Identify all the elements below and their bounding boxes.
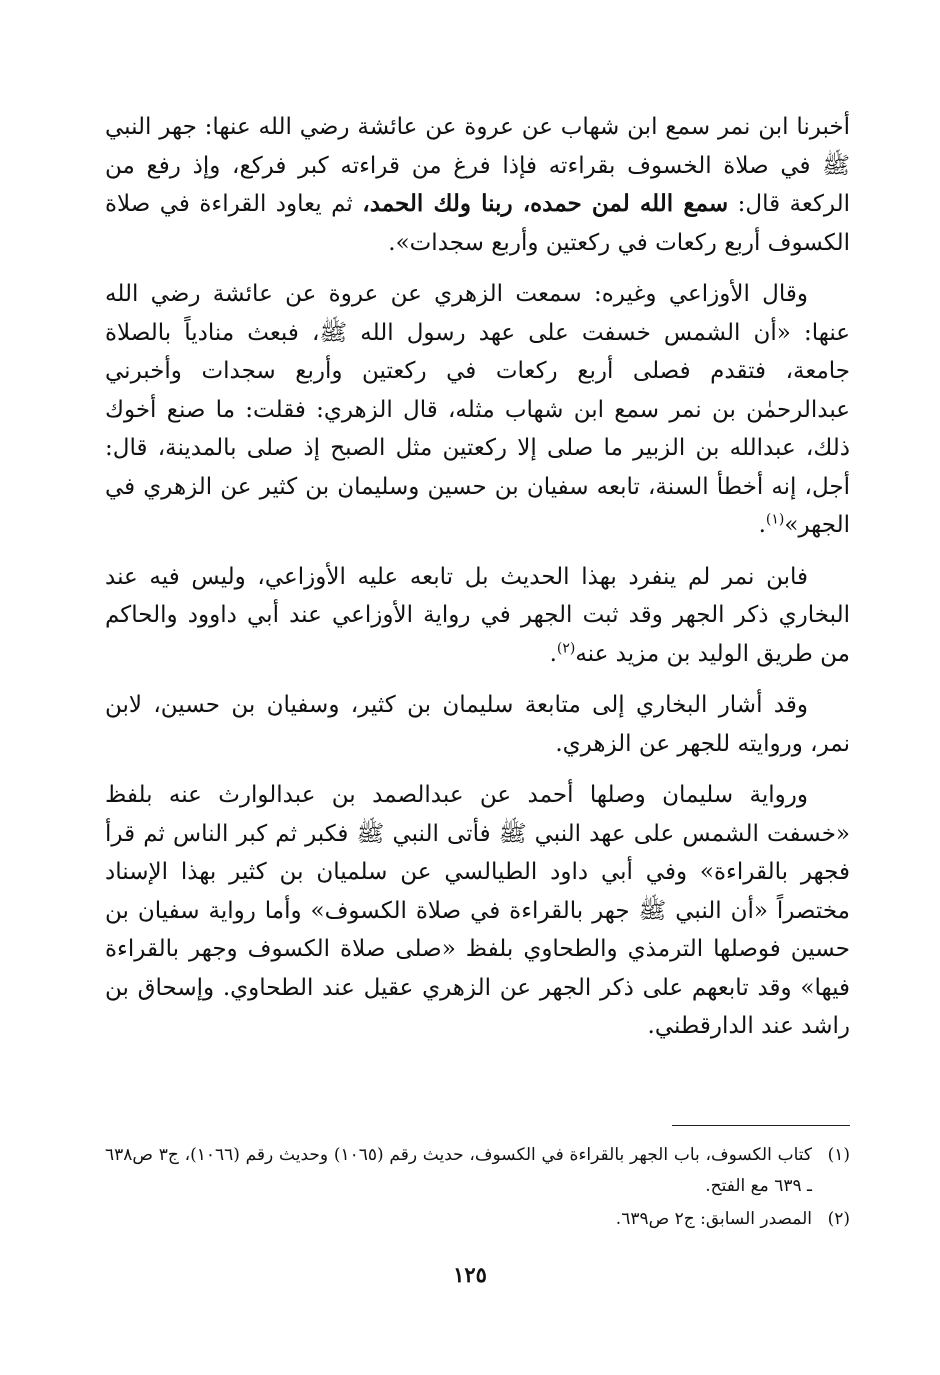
footnote-2-text: المصدر السابق: ج٢ ص٦٣٩. (615, 1209, 812, 1229)
footnote-2-number: (٢) (827, 1209, 850, 1229)
paragraph-2 (105, 275, 850, 545)
footnote-1-text: كتاب الكسوف، باب الجهر بالقراءة في الكسوف، حديث رقم (١٠٦٥) وحديث رقم (١٠٦٦)، ج٣ ص٦٣٨ ـ ٦٣٩ مع الفتح. (105, 1145, 812, 1196)
paragraph-1-text: أخبرنا ابن نمر سمع ابن شهاب عن عروة عن عائشة رضي الله عنها: جهر النبي ﷺ في صلاة الخسوف بقراءته فإذا فرغ من قراءته كبر فركع، وإذ رفع من الركعة قال: (105, 114, 850, 217)
paragraph-2-text: وقال الأوزاعي وغيره: سمعت الزهري عن عروة عن عائشة رضي الله عنها: «أن الشمس خسفت على عهد رسول الله ﷺ، فبعث منادياً بالصلاة جامعة، فتقدم فصلى أربع ركعات في ركعتين وأربع سجدات وأخبرني عبدالرحمٰن بن نمر سمع ابن شهاب مثله، قال الزهري: فقلت: ما صنع أخوك ذلك، عبدالله بن الزبير ما صلى إلا ركعتين مثل الصبح إذ صلى بالمدينة، قال: أجل، إنه أخطأ السنة، تابعه سفيان بن حسين وسليمان بن كثير عن الزهري في الجهر» (105, 281, 850, 538)
footnote-1-number: (١) (827, 1145, 850, 1165)
paragraph-5 (105, 776, 850, 1046)
page-number: ١٢٥ (453, 1262, 487, 1287)
paragraph-3-text-end: . (549, 640, 557, 667)
footnote-ref-2: (٢) (556, 639, 576, 656)
paragraph-4-text: وقد أشار البخاري إلى متابعة سليمان بن كثير، وسفيان بن حسين، لابن نمر، وروايته للجهر عن الزهري. (105, 692, 850, 757)
footnotes (105, 1140, 850, 1237)
footnote-separator (672, 1125, 850, 1126)
paragraph-1-text-end: ثم يعاود القراءة في صلاة الكسوف أربع ركعات في ركعتين وأربع سجدات». (105, 191, 850, 256)
paragraph-2-text-end: . (758, 512, 766, 538)
paragraph-3 (105, 558, 850, 674)
paragraph-1-bold-phrase: سمع الله لمن حمده، ربنا ولك الحمد، (362, 190, 729, 217)
footnote-ref-1: (١) (765, 511, 785, 528)
paragraph-3-text: فابن نمر لم ينفرد بهذا الحديث بل تابعه عليه الأوزاعي، وليس فيه عند البخاري ذكر الجهر وقد ثبت الجهر في رواية الأوزاعي عند أبي داوود والحاكم من طريق الوليد بن مزيد عنه (105, 563, 850, 667)
footnote-1 (105, 1140, 850, 1202)
main-text (105, 108, 850, 1059)
paragraph-1 (105, 108, 850, 262)
footnote-2 (105, 1204, 850, 1235)
paragraph-5-text: ورواية سليمان وصلها أحمد عن عبدالصمد بن عبدالوارث عنه بلفظ «خسفت الشمس على عهد النبي ﷺ فأتى النبي ﷺ فكبر ثم كبر الناس ثم قرأ فجهر بالقراءة» وفي أبي داود الطيالسي عن سلميان بن كثير بهذا الإسناد مختصراً «أن النبي ﷺ جهر بالقراءة في صلاة الكسوف» وأما رواية سفيان بن حسين فوصلها الترمذي والطحاوي بلفظ «صلى صلاة الكسوف وجهر بالقراءة فيها» وقد تابعهم على ذكر الجهر عن الزهري عقيل عند الطحاوي. وإسحاق بن راشد عند الدارقطني. (105, 782, 850, 1039)
paragraph-4 (105, 686, 850, 763)
